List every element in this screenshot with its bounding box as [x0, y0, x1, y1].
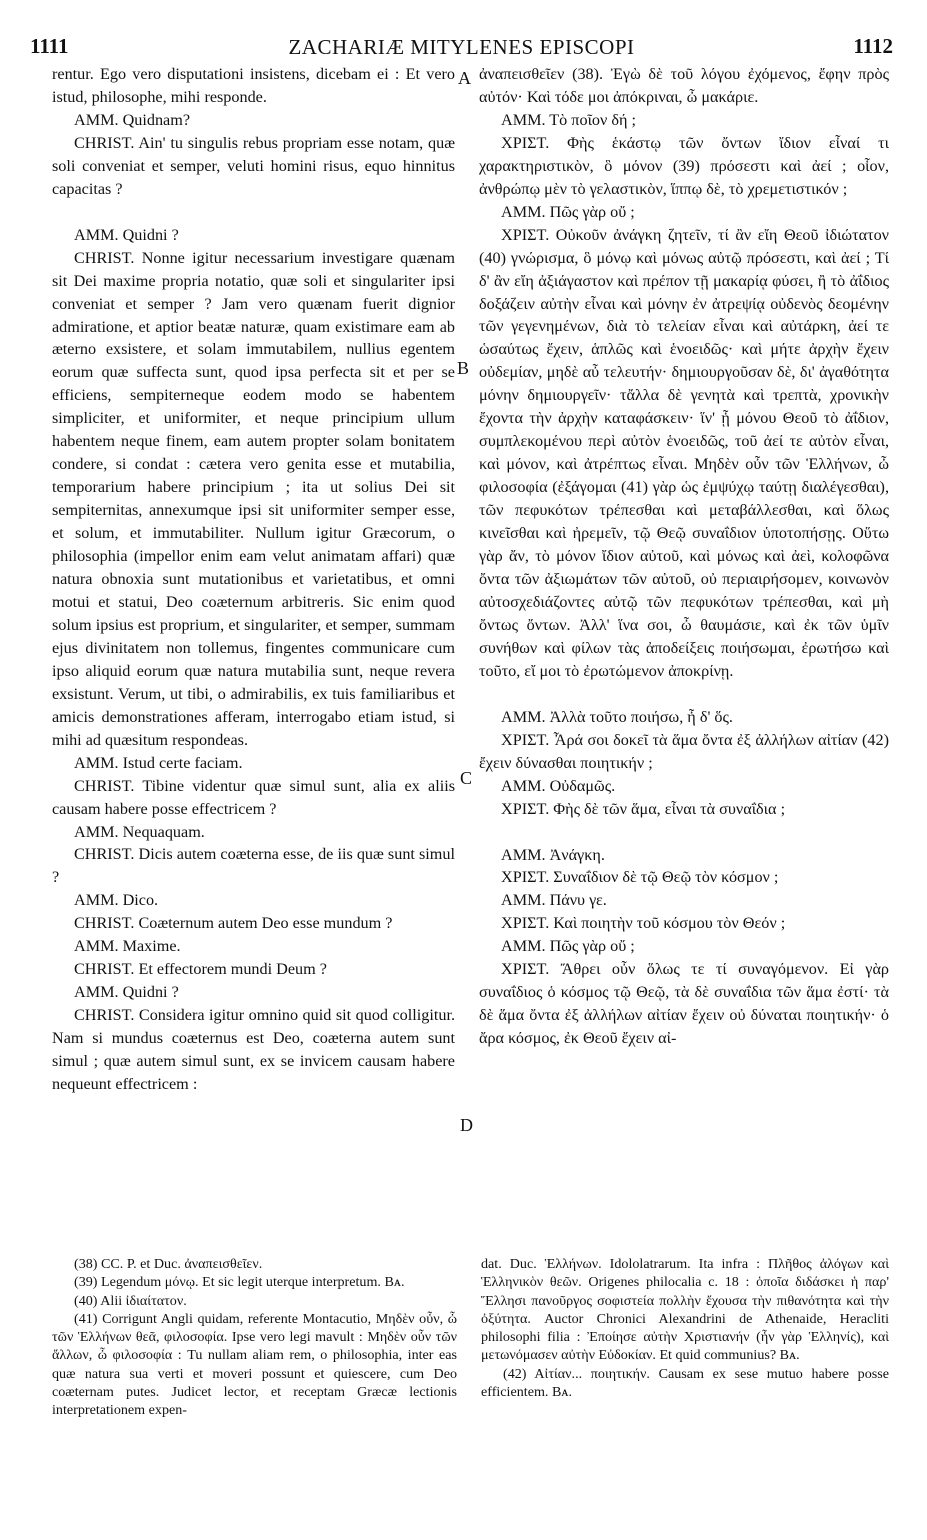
- margin-letter-c: C: [460, 768, 473, 788]
- greek-paragraph: ΧΡΙΣΤ. Φὴς ἑκάστῳ τῶν ὄντων ἴδιον εἶναί τι χαρακτηριστικὸν, ὃ μόνον (39) πρόσεστι καὶ ἀεί ; οἷον, ἀνθρώπῳ μὲν τὸ γελαστικὸν, ἵππῳ δὲ, τὸ χρεμετιστικόν ;: [479, 133, 889, 198]
- footnote-41: (41) Corrigunt Angli quidam, referente Montacutio, Μηδὲν οὖν, ὦ τῶν Ἑλλήνων θεᾶ, φιλοσοφία. Ipse vero legi mavult : Μηδὲν οὖν τῶν ἄλλων, ὦ φιλοσοφία : Tu nullam aliam rem, o philosophia, inter eas quæ natura sua verti et moveri possunt et quiescere, cum Deo coæternam putes. Judicet lector, et receptam Græcæ lectionis interpretationem expen-: [52, 1310, 457, 1419]
- greek-speaker-line: ΑΜΜ. Οὐδαμῶς.: [501, 776, 616, 795]
- greek-speaker-line: ΑΜΜ. Πάνυ γε.: [501, 891, 607, 910]
- latin-speaker-line: CHRIST. Coæternum autem Deo esse mundum ?: [74, 914, 393, 933]
- greek-paragraph: ΧΡΙΣΤ. Φὴς δὲ τῶν ἅμα, εἶναι τὰ συναΐδια ;: [501, 799, 786, 818]
- latin-paragraph: CHRIST. Dicis autem coæterna esse, de iis quæ sunt simul ?: [52, 845, 455, 887]
- footnote-41-continued: dat. Duc. Ἑλλήνων. Idololatrarum. Ita infra : Πλῆθος ἀλόγων καὶ Ἑλληνικὸν θεῶν. Origenes philocalia c. 18 : ὁποῖα διδάσκει ἡ παρ' Ἕλλησι πανοῦργος σοφιστεία πολλὴν ἔχουσα τὴν πιθανότητα καὶ τὴν ὀξύτητα. Auctor Chronici Alexandrini de Athenaide, Heracliti philosophi filia : Ἐποίησε αὐτὴν Χριστιανήν (ἦν γὰρ Ἑλληνίς), καὶ μετωνόμασεν αὐτὴν Εὐδοκίαν. Et quid communius? Bᴀ.: [481, 1256, 889, 1364]
- margin-letter-b: B: [457, 358, 470, 378]
- latin-speaker-line: AMM. Quidni ?: [74, 225, 179, 244]
- latin-speaker-line: AMM. Quidnam?: [74, 110, 190, 129]
- greek-paragraph: ΧΡΙΣΤ. Ἄθρει οὖν ὅλως τε τί συναγόμενον. Εἰ γὰρ συναΐδιος ὁ κόσμος τῷ Θεῷ, τὰ δὲ συναΐδια τῶν ἅμα ἐστί· τὰ δὲ ἅμα ὄντα ἐξ ἀλλήλων αἰτίαν ἔχειν οὐ δύναται ποιητικήν· ὁ ἄρα κόσμος, ἐκ Θεοῦ ἔχειν αἰ-: [479, 960, 889, 1048]
- latin-paragraph: CHRIST. Tibine videntur quæ simul sunt, alia ex aliis causam habere posse effectricem ?: [52, 776, 455, 818]
- latin-paragraph: CHRIST. Ain' tu singulis rebus propriam esse notam, quæ soli conveniat et semper, veluti homini risus, equo hinnitus capacitas ?: [52, 133, 455, 198]
- footnote-38: (38) CC. P. et Duc. ἀναπεισθεῖεν.: [74, 1256, 263, 1272]
- footnote-40: (40) Alii ἰδιαίτατον.: [74, 1292, 187, 1309]
- greek-speaker-line: ΧΡΙΣΤ. Καὶ ποιητὴν τοῦ κόσμου τὸν Θεόν ;: [501, 914, 786, 933]
- page-number-right: 1112: [853, 34, 893, 58]
- footnote-39: (39) Legendum μόνῳ. Et sic legit uterque interpretum. Bᴀ.: [74, 1274, 405, 1291]
- latin-speaker-line: AMM. Dico.: [74, 891, 159, 910]
- greek-paragraph: ΧΡΙΣΤ. Ἆρά σοι δοκεῖ τὰ ἅμα ὄντα ἐξ ἀλλήλων αἰτίαν (42) ἔχειν δύνασθαι ποιητικήν ;: [479, 730, 889, 772]
- latin-paragraph: CHRIST. Considera igitur omnino quid sit quod colligitur. Nam si mundus coæternus est Deo, coæterna autem sunt simul ; quæ autem simul sunt, ex se invicem causam habere nequeunt effectricem :: [52, 1006, 455, 1093]
- footnote-42: (42) Αἰτίαν... ποιητικήν. Causam ex sese mutuo habere posse efficientem. Bᴀ.: [481, 1365, 889, 1401]
- latin-column: [52, 63, 455, 1096]
- margin-letter-a: A: [458, 68, 471, 88]
- latin-paragraph: CHRIST. Nonne igitur necessarium investigare quænam sit Dei maxime propria notatio, quæ soli et singulariter ipsi conveniat et semper ? Jam vero quænam fuerit dignior admiratione, et aptior beatæ naturæ, quam existimare eam ab æterno exsistere, et solam immutabilem, nullius egentem eorum quæ suffecta sunt, quod ipsa perfecta sit et per se efficiens, sempiterneque eodem modo se habentem simpliciter, et uniformiter, et neque principium ullum habentem neque finem, eam autem propter solam bonitatem condere, si condat : cætera vero genita esse et mutabilia, temporarium habere principium ; ita ut solius Dei sit sempiternitas, annexumque ipsi sit uniformiter semper esse, et solum, et immutabiliter. Nullum igitur Græcorum, o philosophia (impellor enim eam velut animatam affari) quæ natura obnoxia sunt mutationibus et varietatibus, et omni motui et statui, Deo coæternum arbitreris. Sic enim quod solum ipsius est proprium, et singulariter, et semper, summam ejus divinitatem non tollemus, fingentes communicare cum ipso aliquid eorum quæ natura mutabilia sunt, neque revera exsistunt. Verum, ut tibi, o admirabilis, ex tuis familiaribus et amicis demonstrationes afferam, interrogabo etiam istud, si mihi ad quæsitum respondeas.: [52, 248, 455, 749]
- page-number-left: 1111: [30, 34, 69, 58]
- greek-speaker-line: ΑΜΜ. Ἀνάγκη.: [501, 845, 605, 864]
- latin-speaker-line: AMM. Istud certe faciam.: [74, 753, 243, 772]
- greek-paragraph: ΧΡΙΣΤ. Οὐκοῦν ἀνάγκη ζητεῖν, τί ἂν εἴη Θεοῦ ἰδιώτατον (40) γνώρισμα, ὃ μόνῳ καὶ μόνως αὐτῷ πρόσεστι, καὶ ἀεί ; Τί δ' ἂν εἴη ἀξιάγαστον καὶ πρέπον τῇ μακαρίᾳ φύσει, ἢ τὸ ἀΐδιος δοξάζειν αὐτὴν εἶναι καὶ μόνην ἐν ἀτρεψίᾳ οὐδενὸς δεομένην τῶν γεγενημένων, διὰ τὸ τελείαν εἶναι καὶ αὐτάρκη, ἀεί τε ὡσαύτως ἔχειν, ἁπλῶς καὶ ἑνοειδῶς· καὶ μήτε ἀρχὴν ἔχειν οὐδεμίαν, μηδὲ αὖ τελευτήν· δημιουργοῦσαν δὲ, δι' ἀγαθότητα μόνην δημιουργεῖν· τἄλλα δὲ γενητὰ καὶ τρεπτὰ, χρονικὴν ἔχοντα τὴν ἀρχὴν καταφάσκειν· ἵν' ᾖ μόνου Θεοῦ τὸ ἀΐδιον, συμπλεκομένου περὶ αὐτὸν ἑνοειδῶς, τοῦ ἀεί τε αὐτὸν εἶναι, καὶ μόνον, καὶ ἀτρέπτως εἶναι. Μηδὲν οὖν τῶν Ἑλλήνων, ὦ φιλοσοφία (ἐξάγομαι (41) γὰρ ὡς ἐμψύχῳ ταύτῃ διαλέγεσθαι), τῶν πεφυκότων τρέπεσθαι καὶ μεταβάλλεσθαι, καὶ ὅλως κινεῖσθαι καὶ ἠρεμεῖν, τῷ Θεῷ συναΐδιον ὑποτοπήσῃς. Οὕτω γὰρ ἄν, τὸ μόνον ἴδιον αὐτοῦ, καὶ μόνως καὶ ἀεὶ, κολοφῶνα ὄντα τῶν ἀξιωμάτων τῶν αὐτοῦ, οὐ περιαιρήσομεν, κοινωνὸν αὐτοσχεδιάζοντες αὐτῷ τῶν πεφυκότων τρέπεσθαι, καὶ μὴ ὄντως ὄντων. Ἀλλ' ἵνα σοι, ὦ θαυμάσιε, καὶ ἐκ τῶν ὑμῖν συνήθων καὶ φίλων τὰς ἀποδείξεις ποιήσωμαι, ἐρωτήσω καὶ τοῦτο, εἴ μοι τὸ ἐρωτώμενον ἀποκρίνῃ.: [479, 225, 889, 680]
- page-header: [30, 34, 893, 60]
- latin-speaker-line: AMM. Maxime.: [74, 937, 181, 956]
- footnotes-right: [481, 1255, 889, 1401]
- latin-paragraph: rentur. Ego vero disputationi insistens, dicebam ei : Et vero istud, philosophe, mihi responde.: [52, 65, 455, 106]
- greek-speaker-line: ΧΡΙΣΤ. Συναΐδιον δὲ τῷ Θεῷ τὸν κόσμον ;: [501, 868, 779, 887]
- latin-speaker-line: CHRIST. Et effectorem mundi Deum ?: [74, 960, 327, 979]
- greek-speaker-line: ΑΜΜ. Ἀλλὰ τοῦτο ποιήσω, ἦ δ' ὅς.: [501, 707, 733, 726]
- greek-speaker-line: ΑΜΜ. Τὸ ποῖον δή ;: [501, 110, 637, 129]
- greek-speaker-line: ΑΜΜ. Πῶς γὰρ οὔ ;: [501, 202, 635, 221]
- footnotes-left: [52, 1255, 457, 1420]
- greek-column: [479, 63, 889, 1050]
- greek-paragraph: ἀναπεισθεῖεν (38). Ἐγὼ δὲ τοῦ λόγου ἐχόμενος, ἔφην πρὸς αὐτόν· Καὶ τόδε μοι ἀπόκριναι, ὦ μακάριε.: [479, 65, 889, 106]
- latin-speaker-line: AMM. Nequaquam.: [74, 822, 205, 841]
- latin-speaker-line: AMM. Quidni ?: [74, 983, 179, 1002]
- running-title: ZACHARIÆ MITYLENES EPISCOPI: [288, 35, 635, 59]
- greek-speaker-line: ΑΜΜ. Πῶς γὰρ οὔ ;: [501, 937, 635, 956]
- margin-letter-d: D: [460, 1115, 473, 1135]
